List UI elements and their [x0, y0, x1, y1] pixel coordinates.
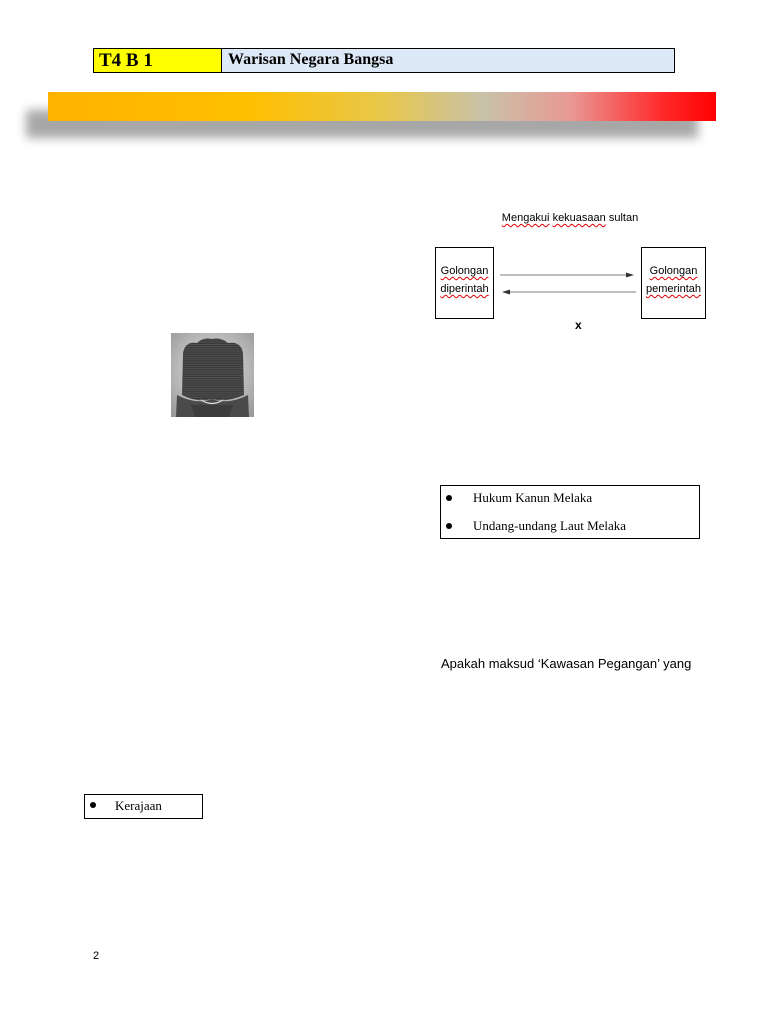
inscription-stone-image — [171, 333, 254, 417]
box-right-line-1: Golongan — [649, 265, 698, 277]
laws-box — [440, 485, 700, 539]
law-item-label: Hukum Kanun Melaka — [473, 490, 593, 505]
caption-word-2: kekuasaan — [552, 212, 606, 224]
bullet-icon — [90, 802, 96, 808]
chapter-code: T4 B 1 — [94, 49, 222, 72]
chapter-header — [93, 48, 675, 73]
box-left-line-1: Golongan — [440, 265, 489, 277]
page-number: 2 — [93, 950, 100, 962]
diagram-box-ruling — [641, 247, 706, 319]
diagram-arrows — [494, 266, 641, 302]
arrow-left-head — [502, 290, 510, 295]
kerajaan-label: Kerajaan — [115, 798, 162, 813]
diagram-x-label: x — [575, 318, 582, 332]
caption-word-1: Mengakui — [501, 212, 550, 224]
arrow-right-head — [626, 273, 634, 278]
bullet-icon — [446, 523, 452, 529]
caption-word-3: sultan — [608, 212, 639, 224]
box-right-line-2: pemerintah — [645, 283, 702, 295]
law-item-label: Undang-undang Laut Melaka — [473, 518, 627, 533]
chapter-title: Warisan Negara Bangsa — [222, 49, 674, 72]
kerajaan-box — [84, 794, 203, 819]
box-left-line-2: diperintah — [440, 283, 489, 295]
gradient-banner — [48, 92, 716, 121]
diagram-caption — [440, 212, 700, 224]
bullet-icon — [446, 495, 452, 501]
diagram-box-governed — [435, 247, 494, 319]
question-text: Apakah maksud ‘Kawasan Pegangan’ yang — [441, 656, 692, 671]
